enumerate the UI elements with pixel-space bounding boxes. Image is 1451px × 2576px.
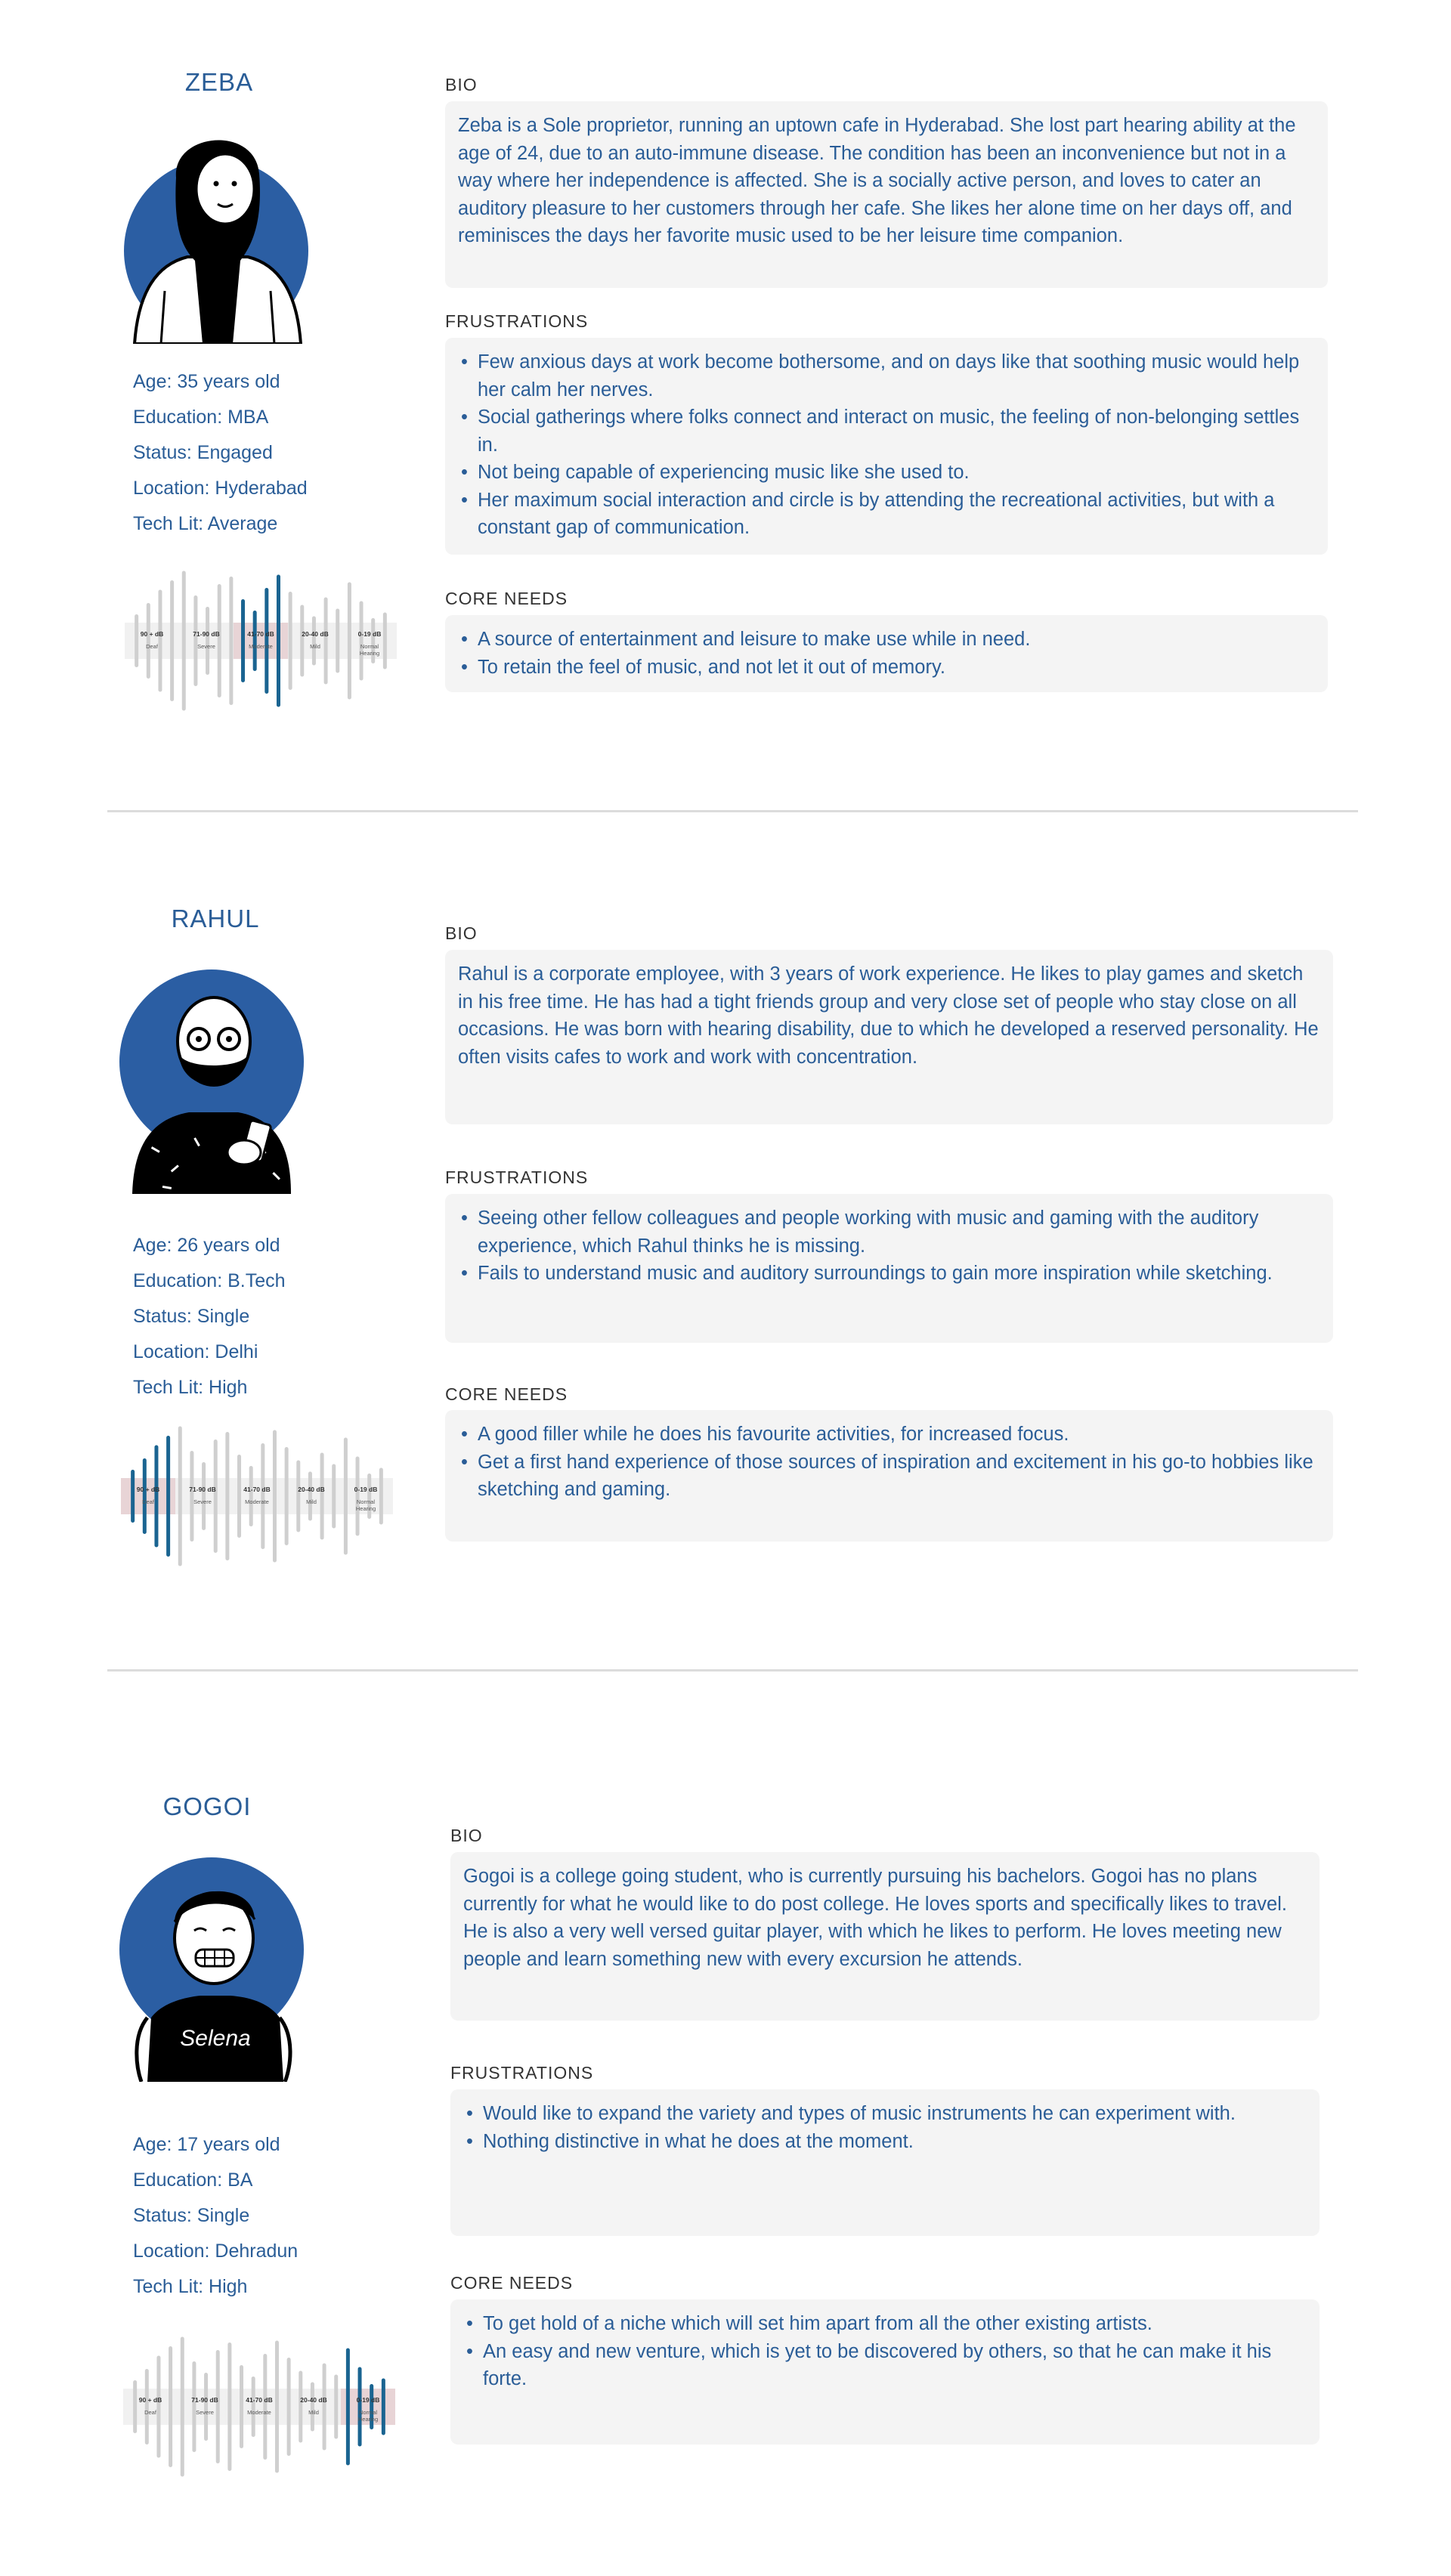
waveform-bar: [371, 618, 375, 663]
age-text: Age: 35 years old: [133, 371, 280, 392]
waveform-bar: [346, 2349, 350, 2466]
scale-range-label: 41-70 dB: [247, 630, 274, 638]
waveform-bar: [241, 599, 245, 682]
core-needs-label: CORE NEEDS: [445, 1384, 568, 1404]
scale-name-label: Severe: [196, 2409, 214, 2416]
waveform-bar: [225, 1432, 229, 1560]
scale-name-label: Deaf: [144, 2409, 156, 2416]
frustration-item: • Fails to understand music and auditory surroundings to gain more inspiration while sketching.: [458, 1260, 1321, 1288]
waveform-bar: [169, 2346, 172, 2467]
scale-name-label: Moderate: [247, 2409, 271, 2416]
waveform-bar: [214, 1440, 218, 1553]
need-item: • To retain the feel of music, and not let it out of memory.: [458, 654, 1316, 682]
status-text: Status: Single: [133, 2205, 250, 2226]
core-needs-card: [445, 615, 1328, 692]
waveform-bar: [367, 1474, 371, 1519]
waveform-bar: [299, 2371, 302, 2443]
age-text: Age: 17 years old: [133, 2134, 280, 2155]
bio-label: BIO: [445, 75, 478, 94]
tech-literacy-text: Tech Lit: High: [133, 1377, 248, 1398]
bearded-man-phone-icon: [117, 967, 314, 1194]
shirt-text: Selena: [180, 2026, 251, 2051]
waveform-bar: [344, 1438, 348, 1555]
scale-name-label: Hearing: [357, 2416, 379, 2423]
need-item: • To get hold of a niche which will set him apart from all the other existing artists.: [463, 2310, 1307, 2338]
waveform-bar: [263, 2354, 267, 2460]
frustration-item: • Nothing distinctive in what he does at the moment.: [463, 2128, 1307, 2156]
waveform-bar: [154, 1446, 158, 1548]
hearing-level-chart: [121, 565, 401, 716]
need-item: • A source of entertainment and leisure to make use while in need.: [458, 626, 1316, 654]
waveform-bar: [360, 601, 364, 681]
frustration-item: • Would like to expand the variety and types of music instruments he can experiment with.: [463, 2100, 1307, 2128]
waveform-bar: [181, 2337, 184, 2477]
bio-label: BIO: [445, 923, 478, 943]
persona-details: [133, 1228, 286, 1406]
waveform-bar: [166, 1436, 170, 1557]
waveform-bar: [261, 1443, 265, 1549]
persona-name: RAHUL: [171, 905, 260, 932]
scale-range-label: 90 + dB: [136, 1486, 160, 1493]
education-text: Education: B.Tech: [133, 1270, 286, 1291]
hearing-level-chart: [117, 1421, 397, 1572]
waveform-bar: [289, 592, 292, 690]
frustrations-card: [445, 338, 1328, 555]
waveform-bar: [227, 2343, 231, 2471]
scale-name-label: Moderate: [245, 1498, 269, 1505]
section-divider: [107, 1669, 1358, 1671]
age-text: Age: 26 years old: [133, 1235, 280, 1256]
tech-literacy-text: Tech Lit: Average: [133, 513, 278, 534]
waveform-bar: [193, 595, 197, 686]
waveform-bar: [206, 607, 209, 675]
waveform-bar: [216, 2350, 220, 2463]
need-item: • A good filler while he does his favourite activities, for increased focus.: [458, 1421, 1321, 1449]
frustrations-label: FRUSTRATIONS: [445, 1167, 589, 1187]
location-text: Location: Delhi: [133, 1341, 258, 1362]
waveform-bar: [190, 1451, 193, 1542]
scale-range-label: 71-90 dB: [191, 2396, 218, 2404]
waveform-bar: [218, 584, 221, 697]
scale-name-label: Severe: [197, 643, 215, 650]
core-needs-label: CORE NEEDS: [450, 2273, 574, 2293]
waveform-bar: [135, 614, 138, 667]
bio-text: Gogoi is a college going student, who is currently pursuing his bachelors. Gogoi has no plans currently for what he would like to do post college. He loves sports and specifically likes to travel. He is also a very well versed guitar player, with which he likes to perform. He loves meeting new people and learn something new with every excursion he attends.: [463, 1866, 1287, 1970]
waveform-bar: [156, 2356, 160, 2458]
waveform-bar: [370, 2384, 373, 2429]
waveform-bar: [277, 575, 280, 707]
scale-range-label: 0-19 dB: [357, 630, 382, 638]
waveform-bar: [312, 617, 316, 666]
waveform-bar: [379, 1468, 383, 1525]
scale-range-label: 20-40 dB: [300, 2396, 327, 2404]
need-item: • An easy and new venture, which is yet to be discovered by others, so that he can make it his forte.: [463, 2338, 1307, 2393]
waveform-bar: [356, 1457, 360, 1536]
waveform-bar: [323, 2364, 326, 2451]
scale-name-label: Mild: [308, 2409, 319, 2416]
bio-label: BIO: [450, 1826, 483, 1845]
woman-hijab-icon: [119, 117, 316, 344]
status-text: Status: Engaged: [133, 442, 273, 463]
frustration-item: • Seeing other fellow colleagues and people working with music and gaming with the auditory experience, which Rahul thinks he is missing.: [458, 1205, 1321, 1260]
waveform-bar: [273, 1430, 277, 1563]
core-needs-card: [445, 1410, 1333, 1542]
waveform-bar: [348, 583, 351, 700]
scale-name-label: Deaf: [142, 1498, 154, 1505]
frustration-item: • Few anxious days at work become bothersome, and on days like that soothing music would help her calm her nerves.: [458, 348, 1316, 404]
waveform-bar: [170, 580, 174, 701]
waveform-bar: [287, 2358, 291, 2456]
tech-literacy-text: Tech Lit: High: [133, 2276, 248, 2297]
hearing-level-chart: [119, 2331, 399, 2482]
scale-range-label: 41-70 dB: [246, 2396, 273, 2404]
frustrations-card: [445, 1194, 1333, 1343]
waveform-bar: [240, 2365, 243, 2448]
persona-details: [133, 364, 308, 542]
waveform-bar: [133, 2380, 137, 2433]
waveform-bar: [178, 1427, 182, 1566]
waveform-bar: [296, 1461, 300, 1532]
waveform-bar: [383, 613, 387, 670]
scale-name-label: Mild: [306, 1498, 317, 1505]
frustrations-label: FRUSTRATIONS: [450, 2063, 594, 2083]
waveform-bar: [202, 1462, 206, 1530]
waveform-bar: [145, 2369, 149, 2445]
waveform-bar: [332, 1464, 336, 1529]
persona-details: [133, 2127, 298, 2305]
scale-name-label: Normal: [356, 1498, 376, 1505]
scale-name-label: Mild: [310, 643, 320, 650]
waveform-bar: [143, 1458, 147, 1534]
scale-name-label: Normal: [358, 2409, 378, 2416]
scale-name-label: Normal: [360, 643, 379, 650]
waveform-bar: [324, 598, 328, 685]
waveform-bar: [182, 571, 186, 711]
waveform-bar: [229, 577, 233, 705]
scale-range-label: 0-19 dB: [354, 1486, 378, 1493]
core-needs-card: [450, 2299, 1320, 2445]
waveform-bar: [192, 2361, 196, 2452]
waveform-bar: [131, 1470, 135, 1523]
waveform-bar: [237, 1455, 241, 1538]
scale-range-label: 20-40 dB: [302, 630, 329, 638]
waveform-bar: [311, 2383, 314, 2432]
status-text: Status: Single: [133, 1306, 250, 1327]
smiling-boy-beanie-icon: [117, 1855, 314, 2082]
waveform-bar: [334, 2375, 338, 2439]
location-text: Location: Hyderabad: [133, 478, 308, 499]
scale-name-label: Deaf: [146, 643, 158, 650]
waveform-bar: [275, 2341, 279, 2473]
scale-range-label: 71-90 dB: [193, 630, 220, 638]
waveform-bar: [336, 609, 339, 673]
scale-name-label: Hearing: [359, 650, 380, 657]
scale-range-label: 20-40 dB: [298, 1486, 325, 1493]
waveform-bar: [253, 611, 257, 671]
education-text: Education: BA: [133, 2169, 253, 2191]
waveform-bar: [300, 605, 304, 677]
bio-card: [450, 1852, 1320, 2021]
frustration-item: • Not being capable of experiencing music like she used to.: [458, 459, 1316, 487]
education-text: Education: MBA: [133, 407, 269, 428]
waveform-bar: [285, 1447, 289, 1545]
persona-name: ZEBA: [184, 68, 254, 96]
waveform-bar: [158, 590, 162, 692]
waveform-bar: [252, 2377, 255, 2437]
waveform-bar: [249, 1466, 253, 1526]
waveform-bar: [320, 1453, 324, 1540]
scale-range-label: 90 + dB: [138, 2396, 162, 2404]
frustration-item: • Her maximum social interaction and circle is by attending the recreational activities, but with a constant gap of communication.: [458, 487, 1316, 542]
scale-range-label: 41-70 dB: [243, 1486, 271, 1493]
scale-range-label: 90 + dB: [140, 630, 164, 638]
frustrations-card: [450, 2089, 1320, 2236]
bio-text: Zeba is a Sole proprietor, running an uptown cafe in Hyderabad. She lost part hearing ability at the age of 24, due to an auto-immune disease. The condition has been an inconvenience but not in a way where her independence is affected. She is a socially active person, and loves to cater an auditory pleasure to her customers through her cafe. She likes her alone time on her days off, and reminisces the days her favorite music used to be her leisure time companion.: [458, 115, 1296, 246]
section-divider: [107, 810, 1358, 812]
scale-range-label: 0-19 dB: [356, 2396, 380, 2404]
persona-name: GOGOI: [162, 1792, 252, 1820]
waveform-bar: [204, 2373, 208, 2441]
need-item: • Get a first hand experience of those sources of inspiration and excitement in his go-to hobbies like sketching and gaming.: [458, 1449, 1321, 1504]
scale-name-label: Hearing: [355, 1505, 376, 1512]
core-needs-label: CORE NEEDS: [445, 589, 568, 608]
waveform-bar: [358, 2367, 362, 2447]
scale-range-label: 71-90 dB: [189, 1486, 216, 1493]
frustration-item: • Social gatherings where folks connect and interact on music, the feeling of non-belonging settles in.: [458, 404, 1316, 459]
bio-text: Rahul is a corporate employee, with 3 years of work experience. He likes to play games and sketch in his free time. He has had a tight friends group and very close set of people who stay close on all occasions. He was born with hearing disability, due to which he developed a reserved personality. He often visits cafes to work and work with concentration.: [458, 963, 1319, 1068]
bio-card: [445, 101, 1328, 288]
frustrations-label: FRUSTRATIONS: [445, 311, 589, 331]
location-text: Location: Dehradun: [133, 2240, 299, 2262]
waveform-bar: [382, 2379, 385, 2435]
scale-name-label: Severe: [193, 1498, 212, 1505]
waveform-bar: [147, 603, 150, 679]
scale-name-label: Moderate: [249, 643, 273, 650]
bio-card: [445, 950, 1333, 1124]
waveform-bar: [308, 1472, 312, 1521]
waveform-bar: [265, 588, 268, 694]
